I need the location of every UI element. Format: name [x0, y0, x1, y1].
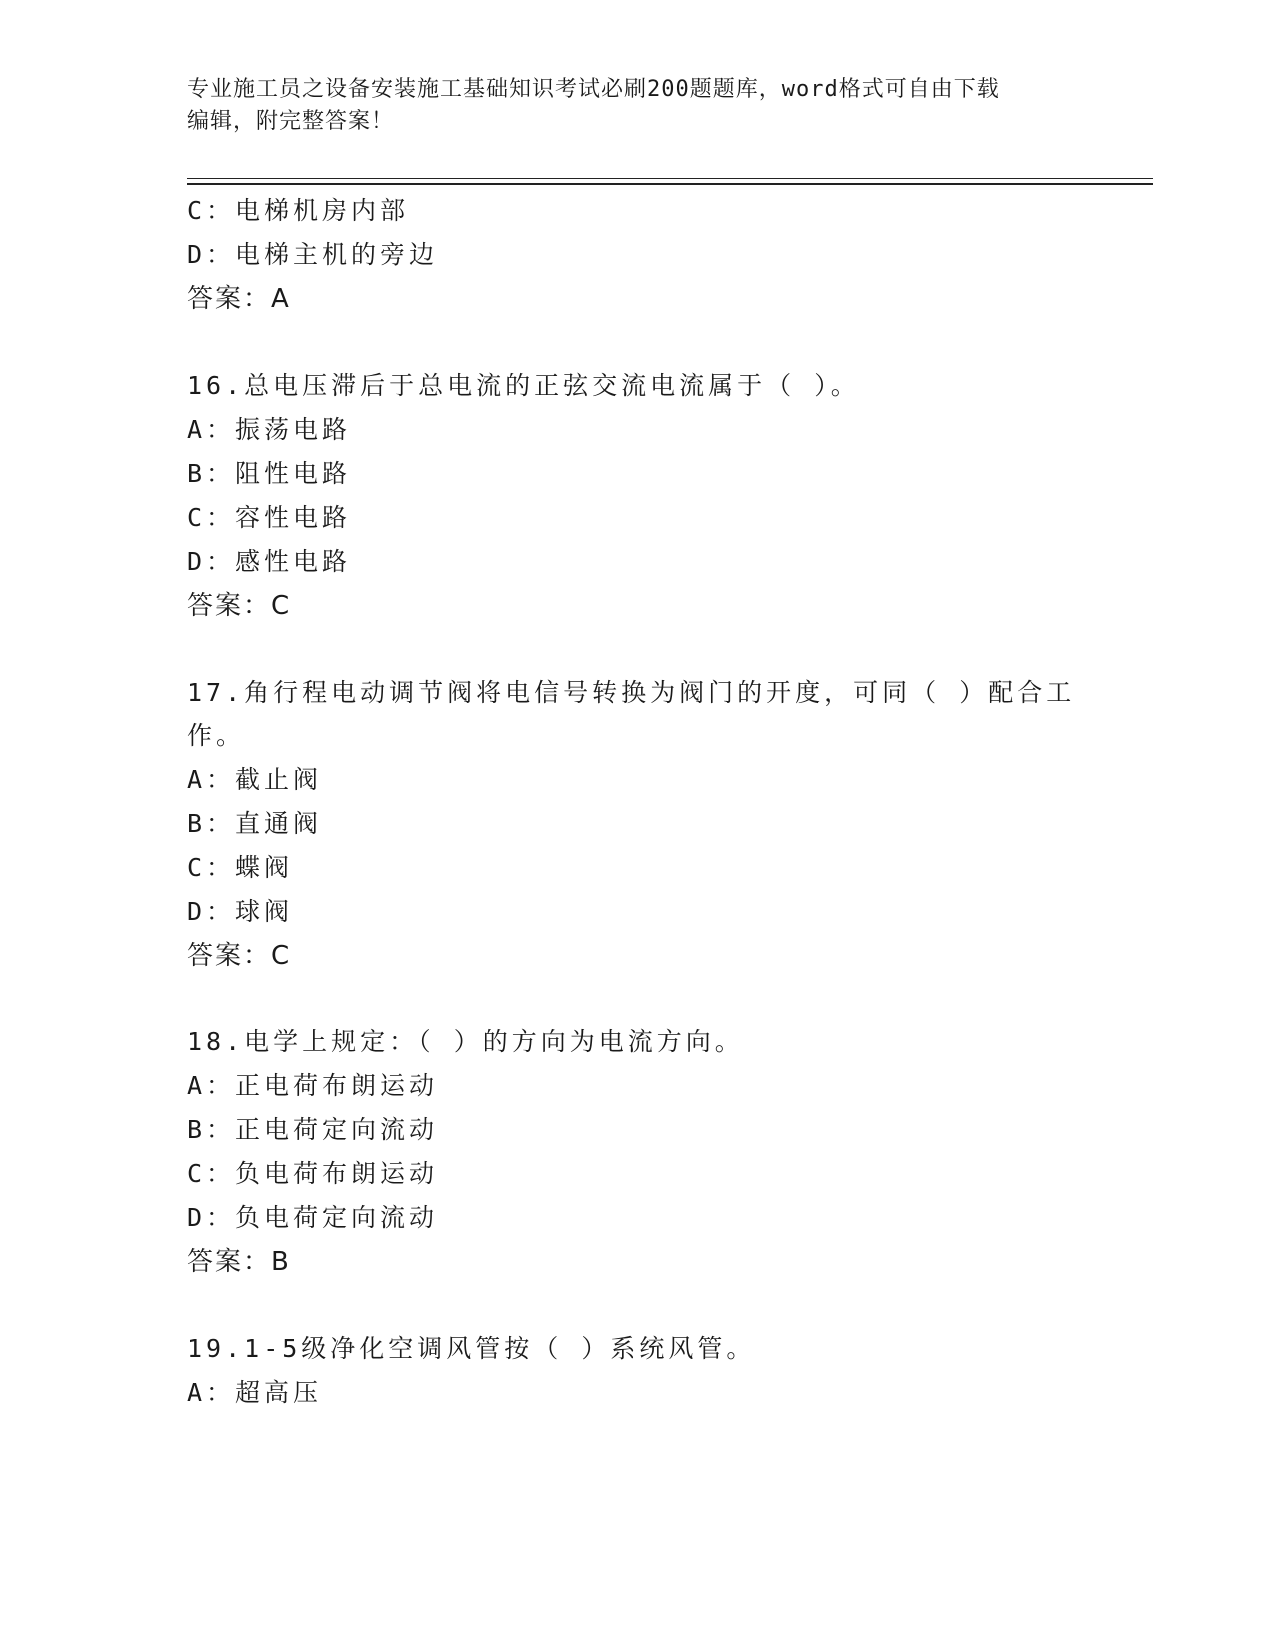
question-18-option-d: D：负电荷定向流动 [187, 1203, 439, 1232]
document-header [187, 74, 1067, 138]
question-16-answer: 答案：C [187, 591, 292, 621]
question-17-stem: 17.角行程电动调节阀将电信号转换为阀门的开度，可同（ ）配合工 [187, 678, 1076, 707]
prev-option-d: D：电梯主机的旁边 [187, 240, 439, 269]
question-18-option-c: C：负电荷布朗运动 [187, 1159, 439, 1188]
question-17-option-c: C：蝶阀 [187, 853, 294, 882]
question-18-option-a: A：正电荷布朗运动 [187, 1071, 439, 1100]
header-rule-thick [187, 183, 1153, 185]
question-17-option-a: A：截止阀 [187, 765, 323, 794]
prev-option-c: C：电梯机房内部 [187, 196, 410, 225]
question-18-stem: 18.电学上规定：（ ）的方向为电流方向。 [187, 1027, 744, 1056]
header-rule-thin [187, 178, 1153, 179]
question-16-option-a: A：振荡电路 [187, 415, 352, 444]
question-17-answer: 答案：C [187, 941, 292, 971]
question-18-answer: 答案：B [187, 1247, 291, 1277]
prev-answer: 答案：A [187, 284, 291, 314]
question-17-stem-cont: 作。 [187, 721, 246, 750]
question-18-option-b: B：正电荷定向流动 [187, 1115, 439, 1144]
question-19-stem: 19.1-5级净化空调风管按（ ）系统风管。 [187, 1334, 756, 1363]
header-line-2: 编辑，附完整答案！ [187, 109, 395, 134]
question-16-option-d: D：感性电路 [187, 547, 352, 576]
question-17-option-b: B：直通阀 [187, 809, 323, 838]
question-19-option-a: A：超高压 [187, 1378, 323, 1407]
question-17-option-d: D：球阀 [187, 897, 294, 926]
question-16-stem: 16.总电压滞后于总电流的正弦交流电流属于（ ）。 [187, 371, 860, 400]
question-16-option-c: C：容性电路 [187, 503, 352, 532]
header-line-1: 专业施工员之设备安装施工基础知识考试必刷200题题库，word格式可自由下载 [187, 77, 1000, 102]
question-16-option-b: B：阻性电路 [187, 459, 352, 488]
